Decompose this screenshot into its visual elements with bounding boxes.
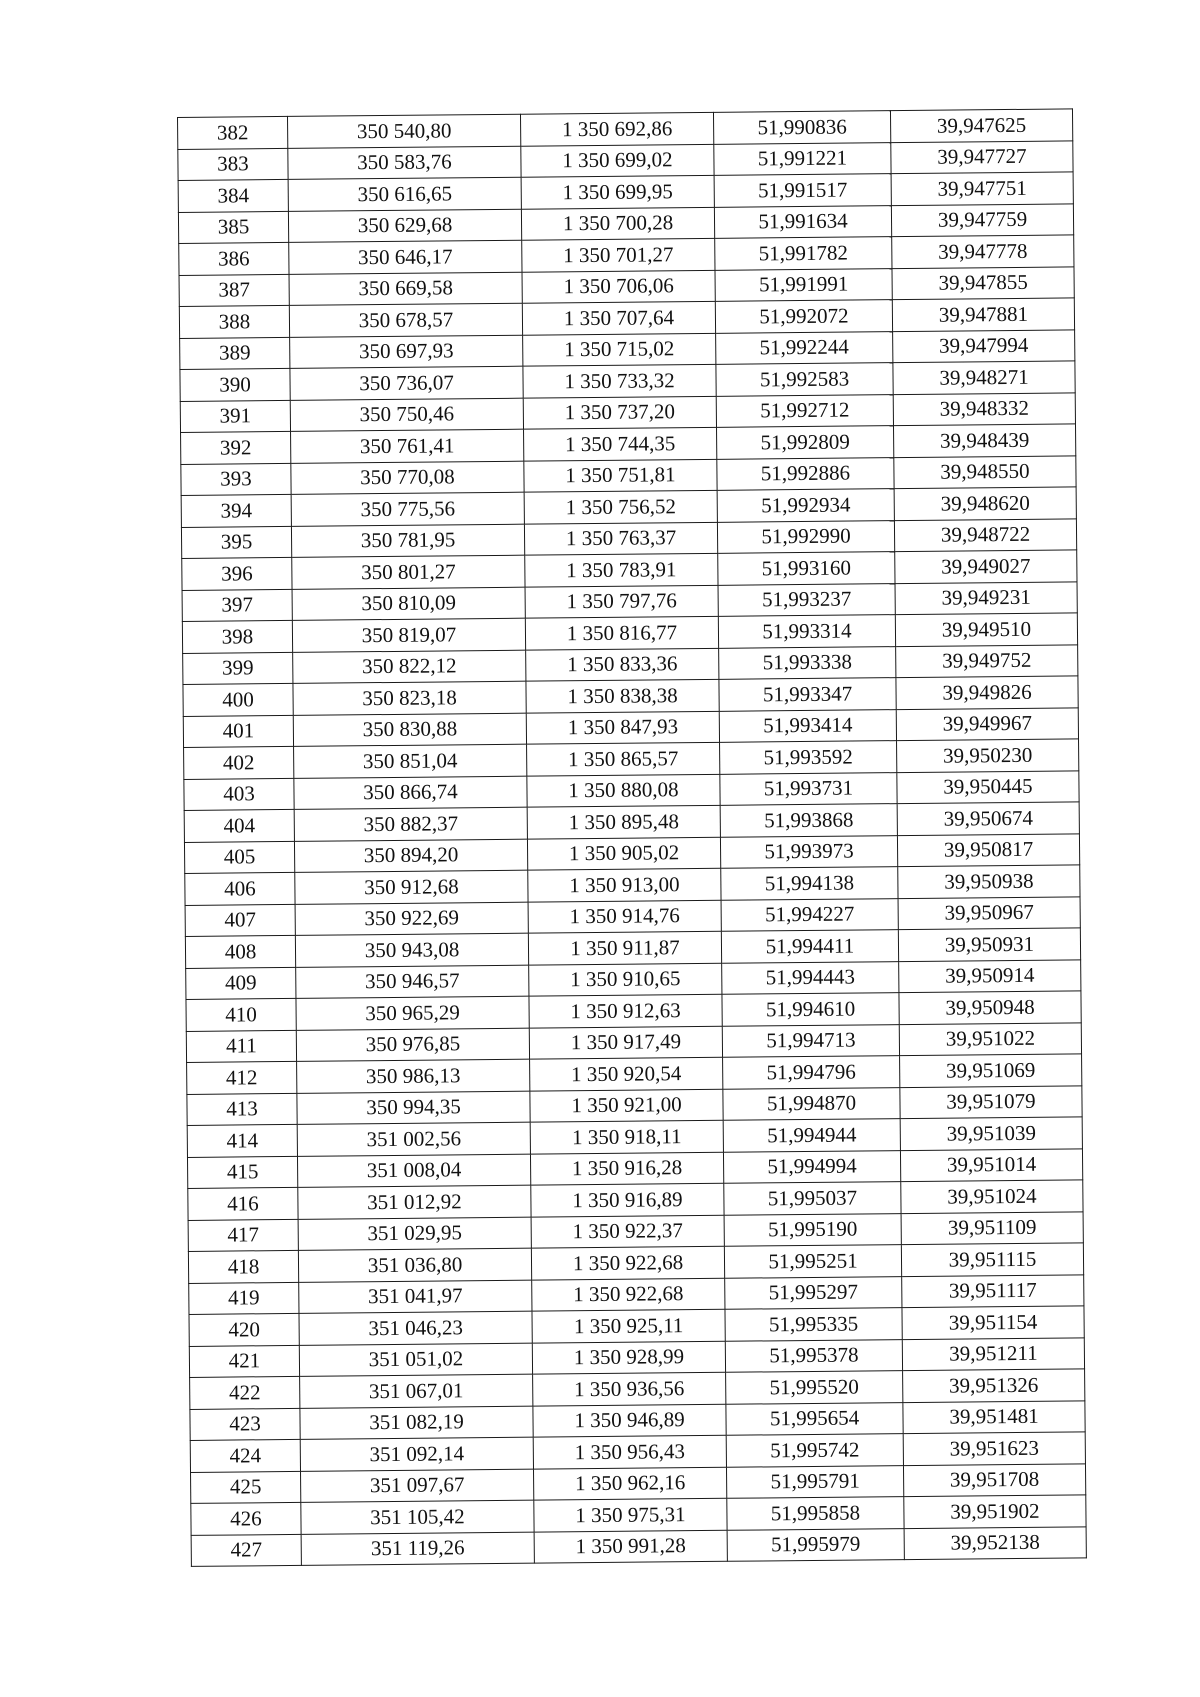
point-number-cell: 401 bbox=[183, 715, 293, 748]
y-coordinate-cell: 1 350 962,16 bbox=[533, 1467, 726, 1500]
x-coordinate-cell: 350 697,93 bbox=[290, 335, 523, 369]
y-coordinate-cell: 1 350 733,32 bbox=[523, 364, 716, 397]
y-coordinate-cell: 1 350 946,89 bbox=[533, 1404, 726, 1437]
point-number-cell: 427 bbox=[191, 1534, 301, 1567]
x-coordinate-cell: 350 616,65 bbox=[288, 177, 521, 211]
y-coordinate-cell: 1 350 916,28 bbox=[530, 1152, 723, 1185]
point-number-cell: 426 bbox=[191, 1502, 301, 1535]
latitude-cell: 51,992072 bbox=[715, 300, 892, 333]
x-coordinate-cell: 350 775,56 bbox=[291, 492, 524, 526]
x-coordinate-cell: 350 540,80 bbox=[287, 114, 520, 148]
latitude-cell: 51,992583 bbox=[716, 363, 893, 396]
y-coordinate-cell: 1 350 865,57 bbox=[527, 742, 720, 775]
y-coordinate-cell: 1 350 699,02 bbox=[521, 144, 714, 177]
longitude-cell: 39,947855 bbox=[892, 266, 1074, 299]
latitude-cell: 51,991782 bbox=[715, 237, 892, 270]
point-number-cell: 386 bbox=[179, 242, 289, 275]
point-number-cell: 409 bbox=[186, 967, 296, 1000]
longitude-cell: 39,947759 bbox=[891, 203, 1073, 236]
x-coordinate-cell: 350 830,88 bbox=[293, 713, 526, 747]
point-number-cell: 411 bbox=[186, 1030, 296, 1063]
longitude-cell: 39,949826 bbox=[896, 676, 1078, 709]
longitude-cell: 39,951326 bbox=[903, 1369, 1085, 1402]
latitude-cell: 51,993347 bbox=[719, 678, 896, 711]
latitude-cell: 51,991634 bbox=[714, 205, 891, 238]
longitude-cell: 39,949231 bbox=[895, 581, 1077, 614]
point-number-cell: 420 bbox=[189, 1313, 299, 1346]
coordinates-table bbox=[177, 108, 1087, 1567]
longitude-cell: 39,948271 bbox=[893, 361, 1075, 394]
longitude-cell: 39,951069 bbox=[900, 1054, 1082, 1087]
x-coordinate-cell: 350 736,07 bbox=[290, 366, 523, 400]
x-coordinate-cell: 350 770,08 bbox=[291, 461, 524, 495]
latitude-cell: 51,992244 bbox=[716, 331, 893, 364]
longitude-cell: 39,952138 bbox=[904, 1526, 1086, 1559]
y-coordinate-cell: 1 350 756,52 bbox=[524, 490, 717, 523]
point-number-cell: 414 bbox=[187, 1124, 297, 1157]
latitude-cell: 51,993414 bbox=[719, 709, 896, 742]
latitude-cell: 51,990836 bbox=[713, 111, 890, 144]
latitude-cell: 51,993314 bbox=[718, 615, 895, 648]
latitude-cell: 51,995858 bbox=[727, 1497, 904, 1530]
y-coordinate-cell: 1 350 895,48 bbox=[527, 805, 720, 838]
point-number-cell: 406 bbox=[185, 872, 295, 905]
longitude-cell: 39,947625 bbox=[890, 109, 1072, 142]
point-number-cell: 392 bbox=[181, 431, 291, 464]
longitude-cell: 39,950817 bbox=[897, 833, 1079, 866]
longitude-cell: 39,950230 bbox=[897, 739, 1079, 772]
latitude-cell: 51,994443 bbox=[722, 961, 899, 994]
y-coordinate-cell: 1 350 936,56 bbox=[533, 1372, 726, 1405]
y-coordinate-cell: 1 350 975,31 bbox=[534, 1498, 727, 1531]
y-coordinate-cell: 1 350 797,76 bbox=[525, 585, 718, 618]
x-coordinate-cell: 351 002,56 bbox=[297, 1122, 530, 1156]
longitude-cell: 39,951022 bbox=[899, 1022, 1081, 1055]
latitude-cell: 51,994994 bbox=[723, 1150, 900, 1183]
latitude-cell: 51,995742 bbox=[726, 1434, 903, 1467]
x-coordinate-cell: 350 912,68 bbox=[295, 870, 528, 904]
x-coordinate-cell: 350 646,17 bbox=[289, 240, 522, 274]
point-number-cell: 396 bbox=[182, 557, 292, 590]
longitude-cell: 39,951079 bbox=[900, 1085, 1082, 1118]
latitude-cell: 51,994870 bbox=[723, 1087, 900, 1120]
latitude-cell: 51,995654 bbox=[726, 1402, 903, 1435]
longitude-cell: 39,951014 bbox=[900, 1148, 1082, 1181]
latitude-cell: 51,992990 bbox=[717, 520, 894, 553]
x-coordinate-cell: 350 965,29 bbox=[296, 996, 529, 1030]
document-page bbox=[177, 108, 1086, 1567]
x-coordinate-cell: 351 097,67 bbox=[301, 1469, 534, 1503]
y-coordinate-cell: 1 350 706,06 bbox=[522, 270, 715, 303]
latitude-cell: 51,994796 bbox=[723, 1056, 900, 1089]
x-coordinate-cell: 350 810,09 bbox=[292, 587, 525, 621]
x-coordinate-cell: 350 882,37 bbox=[294, 807, 527, 841]
y-coordinate-cell: 1 350 925,11 bbox=[532, 1309, 725, 1342]
latitude-cell: 51,993731 bbox=[720, 772, 897, 805]
x-coordinate-cell: 351 036,80 bbox=[298, 1248, 531, 1282]
point-number-cell: 424 bbox=[190, 1439, 300, 1472]
point-number-cell: 405 bbox=[184, 841, 294, 874]
longitude-cell: 39,949967 bbox=[896, 707, 1078, 740]
point-number-cell: 404 bbox=[184, 809, 294, 842]
table-body bbox=[178, 109, 1087, 1567]
y-coordinate-cell: 1 350 921,00 bbox=[530, 1089, 723, 1122]
point-number-cell: 394 bbox=[181, 494, 291, 527]
point-number-cell: 410 bbox=[186, 998, 296, 1031]
y-coordinate-cell: 1 350 911,87 bbox=[528, 931, 721, 964]
y-coordinate-cell: 1 350 991,28 bbox=[534, 1530, 727, 1563]
point-number-cell: 417 bbox=[188, 1219, 298, 1252]
longitude-cell: 39,948332 bbox=[893, 392, 1075, 425]
longitude-cell: 39,951481 bbox=[903, 1400, 1085, 1433]
x-coordinate-cell: 351 008,04 bbox=[297, 1154, 530, 1188]
longitude-cell: 39,951039 bbox=[900, 1117, 1082, 1150]
y-coordinate-cell: 1 350 922,68 bbox=[532, 1278, 725, 1311]
y-coordinate-cell: 1 350 916,89 bbox=[531, 1183, 724, 1216]
x-coordinate-cell: 350 994,35 bbox=[297, 1091, 530, 1125]
point-number-cell: 399 bbox=[183, 652, 293, 685]
y-coordinate-cell: 1 350 737,20 bbox=[523, 396, 716, 429]
longitude-cell: 39,947881 bbox=[892, 298, 1074, 331]
point-number-cell: 388 bbox=[179, 305, 289, 338]
x-coordinate-cell: 350 922,69 bbox=[295, 902, 528, 936]
latitude-cell: 51,995297 bbox=[725, 1276, 902, 1309]
longitude-cell: 39,947778 bbox=[892, 235, 1074, 268]
point-number-cell: 389 bbox=[180, 337, 290, 370]
latitude-cell: 51,995190 bbox=[724, 1213, 901, 1246]
x-coordinate-cell: 350 629,68 bbox=[288, 209, 521, 243]
x-coordinate-cell: 351 051,02 bbox=[299, 1343, 532, 1377]
longitude-cell: 39,951623 bbox=[903, 1432, 1085, 1465]
x-coordinate-cell: 350 761,41 bbox=[291, 429, 524, 463]
latitude-cell: 51,991517 bbox=[714, 174, 891, 207]
x-coordinate-cell: 350 819,07 bbox=[292, 618, 525, 652]
x-coordinate-cell: 350 781,95 bbox=[291, 524, 524, 558]
x-coordinate-cell: 350 866,74 bbox=[294, 776, 527, 810]
point-number-cell: 407 bbox=[185, 904, 295, 937]
longitude-cell: 39,950948 bbox=[899, 991, 1081, 1024]
longitude-cell: 39,949752 bbox=[896, 644, 1078, 677]
point-number-cell: 397 bbox=[182, 589, 292, 622]
point-number-cell: 398 bbox=[182, 620, 292, 653]
y-coordinate-cell: 1 350 847,93 bbox=[526, 711, 719, 744]
latitude-cell: 51,995791 bbox=[726, 1465, 903, 1498]
longitude-cell: 39,951154 bbox=[902, 1306, 1084, 1339]
y-coordinate-cell: 1 350 692,86 bbox=[520, 112, 713, 145]
x-coordinate-cell: 351 119,26 bbox=[301, 1532, 534, 1566]
y-coordinate-cell: 1 350 833,36 bbox=[526, 648, 719, 681]
y-coordinate-cell: 1 350 763,37 bbox=[524, 522, 717, 555]
latitude-cell: 51,991991 bbox=[715, 268, 892, 301]
y-coordinate-cell: 1 350 910,65 bbox=[529, 963, 722, 996]
latitude-cell: 51,993868 bbox=[720, 804, 897, 837]
x-coordinate-cell: 351 105,42 bbox=[301, 1500, 534, 1534]
x-coordinate-cell: 350 583,76 bbox=[288, 146, 521, 180]
x-coordinate-cell: 351 046,23 bbox=[299, 1311, 532, 1345]
longitude-cell: 39,948620 bbox=[894, 487, 1076, 520]
point-number-cell: 403 bbox=[184, 778, 294, 811]
y-coordinate-cell: 1 350 922,68 bbox=[531, 1246, 724, 1279]
y-coordinate-cell: 1 350 880,08 bbox=[527, 774, 720, 807]
latitude-cell: 51,992712 bbox=[716, 394, 893, 427]
latitude-cell: 51,993592 bbox=[720, 741, 897, 774]
x-coordinate-cell: 350 894,20 bbox=[294, 839, 527, 873]
x-coordinate-cell: 350 946,57 bbox=[296, 965, 529, 999]
point-number-cell: 423 bbox=[190, 1408, 300, 1441]
latitude-cell: 51,992886 bbox=[717, 457, 894, 490]
point-number-cell: 382 bbox=[178, 116, 288, 149]
y-coordinate-cell: 1 350 920,54 bbox=[530, 1057, 723, 1090]
y-coordinate-cell: 1 350 928,99 bbox=[532, 1341, 725, 1374]
longitude-cell: 39,951902 bbox=[904, 1495, 1086, 1528]
point-number-cell: 384 bbox=[178, 179, 288, 212]
y-coordinate-cell: 1 350 917,49 bbox=[529, 1026, 722, 1059]
longitude-cell: 39,948722 bbox=[894, 518, 1076, 551]
y-coordinate-cell: 1 350 956,43 bbox=[533, 1435, 726, 1468]
longitude-cell: 39,951211 bbox=[902, 1337, 1084, 1370]
point-number-cell: 412 bbox=[187, 1061, 297, 1094]
x-coordinate-cell: 351 041,97 bbox=[299, 1280, 532, 1314]
point-number-cell: 415 bbox=[187, 1156, 297, 1189]
latitude-cell: 51,994713 bbox=[722, 1024, 899, 1057]
latitude-cell: 51,994411 bbox=[721, 930, 898, 963]
point-number-cell: 402 bbox=[184, 746, 294, 779]
longitude-cell: 39,951024 bbox=[901, 1180, 1083, 1213]
point-number-cell: 413 bbox=[187, 1093, 297, 1126]
longitude-cell: 39,951109 bbox=[901, 1211, 1083, 1244]
point-number-cell: 400 bbox=[183, 683, 293, 716]
longitude-cell: 39,950938 bbox=[898, 865, 1080, 898]
y-coordinate-cell: 1 350 816,77 bbox=[525, 616, 718, 649]
y-coordinate-cell: 1 350 912,63 bbox=[529, 994, 722, 1027]
x-coordinate-cell: 350 851,04 bbox=[294, 744, 527, 778]
x-coordinate-cell: 350 986,13 bbox=[297, 1059, 530, 1093]
longitude-cell: 39,950931 bbox=[898, 928, 1080, 961]
x-coordinate-cell: 350 943,08 bbox=[295, 933, 528, 967]
longitude-cell: 39,951115 bbox=[901, 1243, 1083, 1276]
latitude-cell: 51,994610 bbox=[722, 993, 899, 1026]
point-number-cell: 395 bbox=[181, 526, 291, 559]
latitude-cell: 51,995251 bbox=[724, 1245, 901, 1278]
latitude-cell: 51,993237 bbox=[718, 583, 895, 616]
latitude-cell: 51,991221 bbox=[714, 142, 891, 175]
point-number-cell: 419 bbox=[189, 1282, 299, 1315]
latitude-cell: 51,995335 bbox=[725, 1308, 902, 1341]
point-number-cell: 390 bbox=[180, 368, 290, 401]
point-number-cell: 408 bbox=[185, 935, 295, 968]
latitude-cell: 51,994944 bbox=[723, 1119, 900, 1152]
latitude-cell: 51,994138 bbox=[721, 867, 898, 900]
longitude-cell: 39,950445 bbox=[897, 770, 1079, 803]
y-coordinate-cell: 1 350 700,28 bbox=[521, 207, 714, 240]
x-coordinate-cell: 350 976,85 bbox=[296, 1028, 529, 1062]
x-coordinate-cell: 350 678,57 bbox=[289, 303, 522, 337]
point-number-cell: 393 bbox=[181, 463, 291, 496]
longitude-cell: 39,947751 bbox=[891, 172, 1073, 205]
latitude-cell: 51,995037 bbox=[724, 1182, 901, 1215]
y-coordinate-cell: 1 350 715,02 bbox=[523, 333, 716, 366]
x-coordinate-cell: 351 012,92 bbox=[298, 1185, 531, 1219]
y-coordinate-cell: 1 350 914,76 bbox=[528, 900, 721, 933]
latitude-cell: 51,992809 bbox=[717, 426, 894, 459]
latitude-cell: 51,995378 bbox=[725, 1339, 902, 1372]
point-number-cell: 416 bbox=[188, 1187, 298, 1220]
latitude-cell: 51,995979 bbox=[727, 1528, 904, 1561]
longitude-cell: 39,947994 bbox=[893, 329, 1075, 362]
x-coordinate-cell: 351 067,01 bbox=[300, 1374, 533, 1408]
y-coordinate-cell: 1 350 905,02 bbox=[527, 837, 720, 870]
longitude-cell: 39,949510 bbox=[895, 613, 1077, 646]
latitude-cell: 51,993973 bbox=[720, 835, 897, 868]
latitude-cell: 51,994227 bbox=[721, 898, 898, 931]
y-coordinate-cell: 1 350 699,95 bbox=[521, 175, 714, 208]
latitude-cell: 51,992934 bbox=[717, 489, 894, 522]
y-coordinate-cell: 1 350 707,64 bbox=[522, 301, 715, 334]
latitude-cell: 51,993160 bbox=[718, 552, 895, 585]
latitude-cell: 51,995520 bbox=[726, 1371, 903, 1404]
y-coordinate-cell: 1 350 751,81 bbox=[524, 459, 717, 492]
y-coordinate-cell: 1 350 922,37 bbox=[531, 1215, 724, 1248]
longitude-cell: 39,949027 bbox=[895, 550, 1077, 583]
longitude-cell: 39,948550 bbox=[894, 455, 1076, 488]
point-number-cell: 418 bbox=[188, 1250, 298, 1283]
x-coordinate-cell: 351 082,19 bbox=[300, 1406, 533, 1440]
x-coordinate-cell: 350 823,18 bbox=[293, 681, 526, 715]
point-number-cell: 387 bbox=[179, 274, 289, 307]
y-coordinate-cell: 1 350 783,91 bbox=[525, 553, 718, 586]
x-coordinate-cell: 350 801,27 bbox=[292, 555, 525, 589]
longitude-cell: 39,951117 bbox=[902, 1274, 1084, 1307]
x-coordinate-cell: 351 029,95 bbox=[298, 1217, 531, 1251]
longitude-cell: 39,951708 bbox=[903, 1463, 1085, 1496]
x-coordinate-cell: 351 092,14 bbox=[300, 1437, 533, 1471]
longitude-cell: 39,950914 bbox=[899, 959, 1081, 992]
y-coordinate-cell: 1 350 701,27 bbox=[522, 238, 715, 271]
point-number-cell: 425 bbox=[191, 1471, 301, 1504]
x-coordinate-cell: 350 750,46 bbox=[290, 398, 523, 432]
point-number-cell: 385 bbox=[178, 211, 288, 244]
y-coordinate-cell: 1 350 918,11 bbox=[530, 1120, 723, 1153]
latitude-cell: 51,993338 bbox=[719, 646, 896, 679]
longitude-cell: 39,950674 bbox=[897, 802, 1079, 835]
point-number-cell: 383 bbox=[178, 148, 288, 181]
x-coordinate-cell: 350 669,58 bbox=[289, 272, 522, 306]
longitude-cell: 39,950967 bbox=[898, 896, 1080, 929]
y-coordinate-cell: 1 350 744,35 bbox=[524, 427, 717, 460]
x-coordinate-cell: 350 822,12 bbox=[293, 650, 526, 684]
y-coordinate-cell: 1 350 913,00 bbox=[528, 868, 721, 901]
y-coordinate-cell: 1 350 838,38 bbox=[526, 679, 719, 712]
longitude-cell: 39,947727 bbox=[891, 140, 1073, 173]
point-number-cell: 391 bbox=[180, 400, 290, 433]
point-number-cell: 421 bbox=[189, 1345, 299, 1378]
point-number-cell: 422 bbox=[190, 1376, 300, 1409]
longitude-cell: 39,948439 bbox=[893, 424, 1075, 457]
